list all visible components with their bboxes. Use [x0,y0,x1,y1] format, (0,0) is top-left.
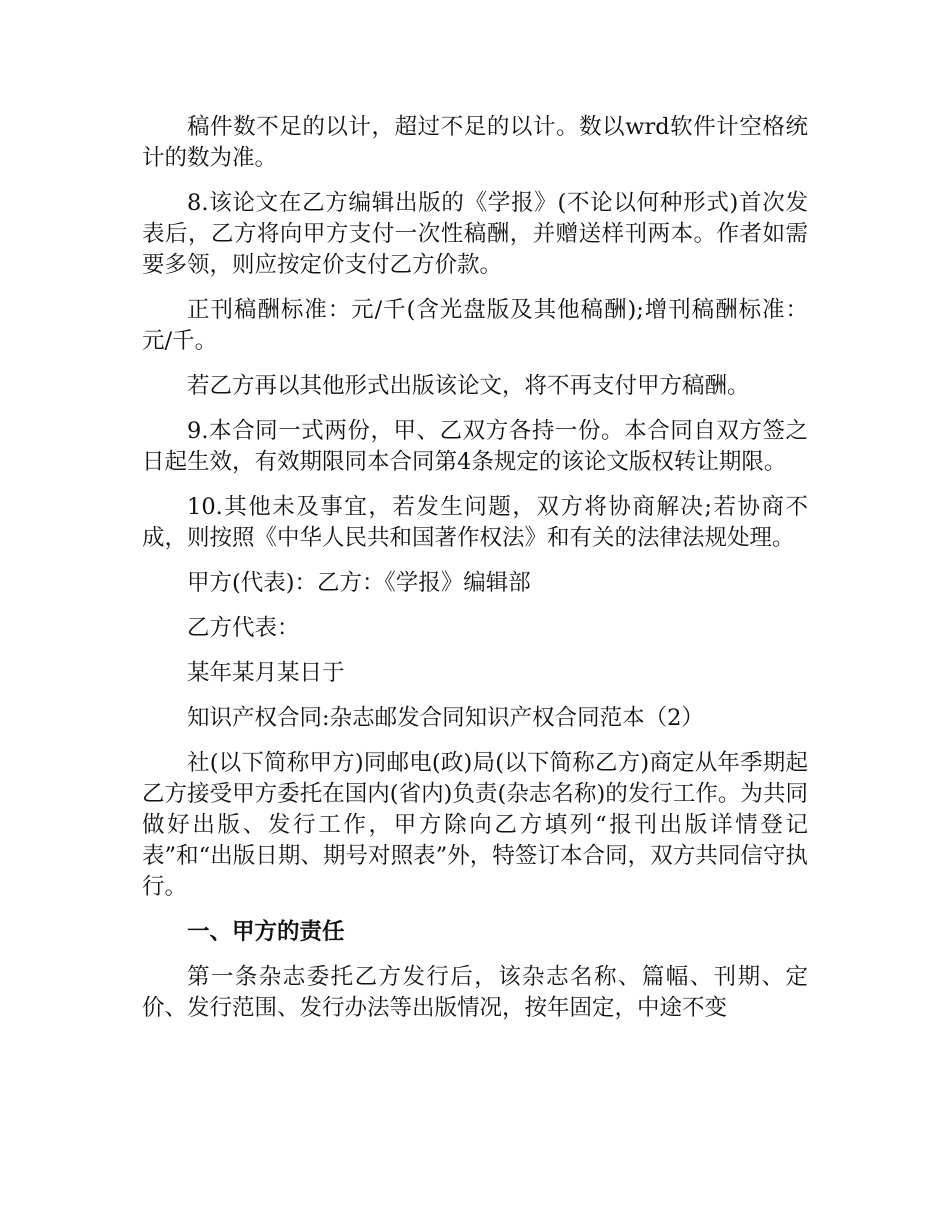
signature-line-party-a: 甲方(代表)：乙方：《学报》编辑部 [187,570,531,596]
date-line: 某年某月某日于 [187,660,345,686]
paragraph-6: 10.其他未及事宜，若发生问题，双方将协商解决;若协商不成，则按照《中华人民共和国著作权法》和有关的法律法规处理。 [142,494,808,551]
paragraph-2: 8.该论文在乙方编辑出版的《学报》(不论以何种形式)首次发表后，乙方将向甲方支付一次性稿酬，并赠送样刊两本。作者如需要多领，则应按定价支付乙方价款。 [142,190,808,278]
section-title: 知识产权合同:杂志邮发合同知识产权合同范本（2） [187,705,704,731]
signature-line-party-b-rep: 乙方代表： [187,615,300,641]
paragraph-article-1: 第一条杂志委托乙方发行后，该杂志名称、篇幅、刊期、定价、发行范围、发行办法等出版情况，按年固定，中途不变 [142,964,808,1021]
paragraph-4: 若乙方再以其他形式出版该论文，将不再支付甲方稿酬。 [187,373,750,399]
paragraph-intro: 社(以下简称甲方)同邮电(政)局(以下简称乙方)商定从年季期起乙方接受甲方委托在国内(省内)负责(杂志名称)的发行工作。为共同做好出版、发行工作，甲方除向乙方填列“报刊出版详情登记表”和“出版日期、期号对照表”外，特签订本合同，双方共同信守执行。 [142,750,808,900]
heading-party-a-duties: 一、甲方的责任 [187,919,345,945]
document-page [142,112,808,1024]
paragraph-3: 正刊稿酬标准：元/千(含光盘版及其他稿酬);增刊稿酬标准：元/千。 [142,297,808,354]
paragraph-1: 稿件数不足的以计，超过不足的以计。数以wrd软件计空格统计的数为准。 [142,114,808,171]
paragraph-5: 9.本合同一式两份，甲、乙双方各持一份。本合同自双方签之日起生效，有效期限同本合同第4条规定的该论文版权转让期限。 [142,418,808,475]
